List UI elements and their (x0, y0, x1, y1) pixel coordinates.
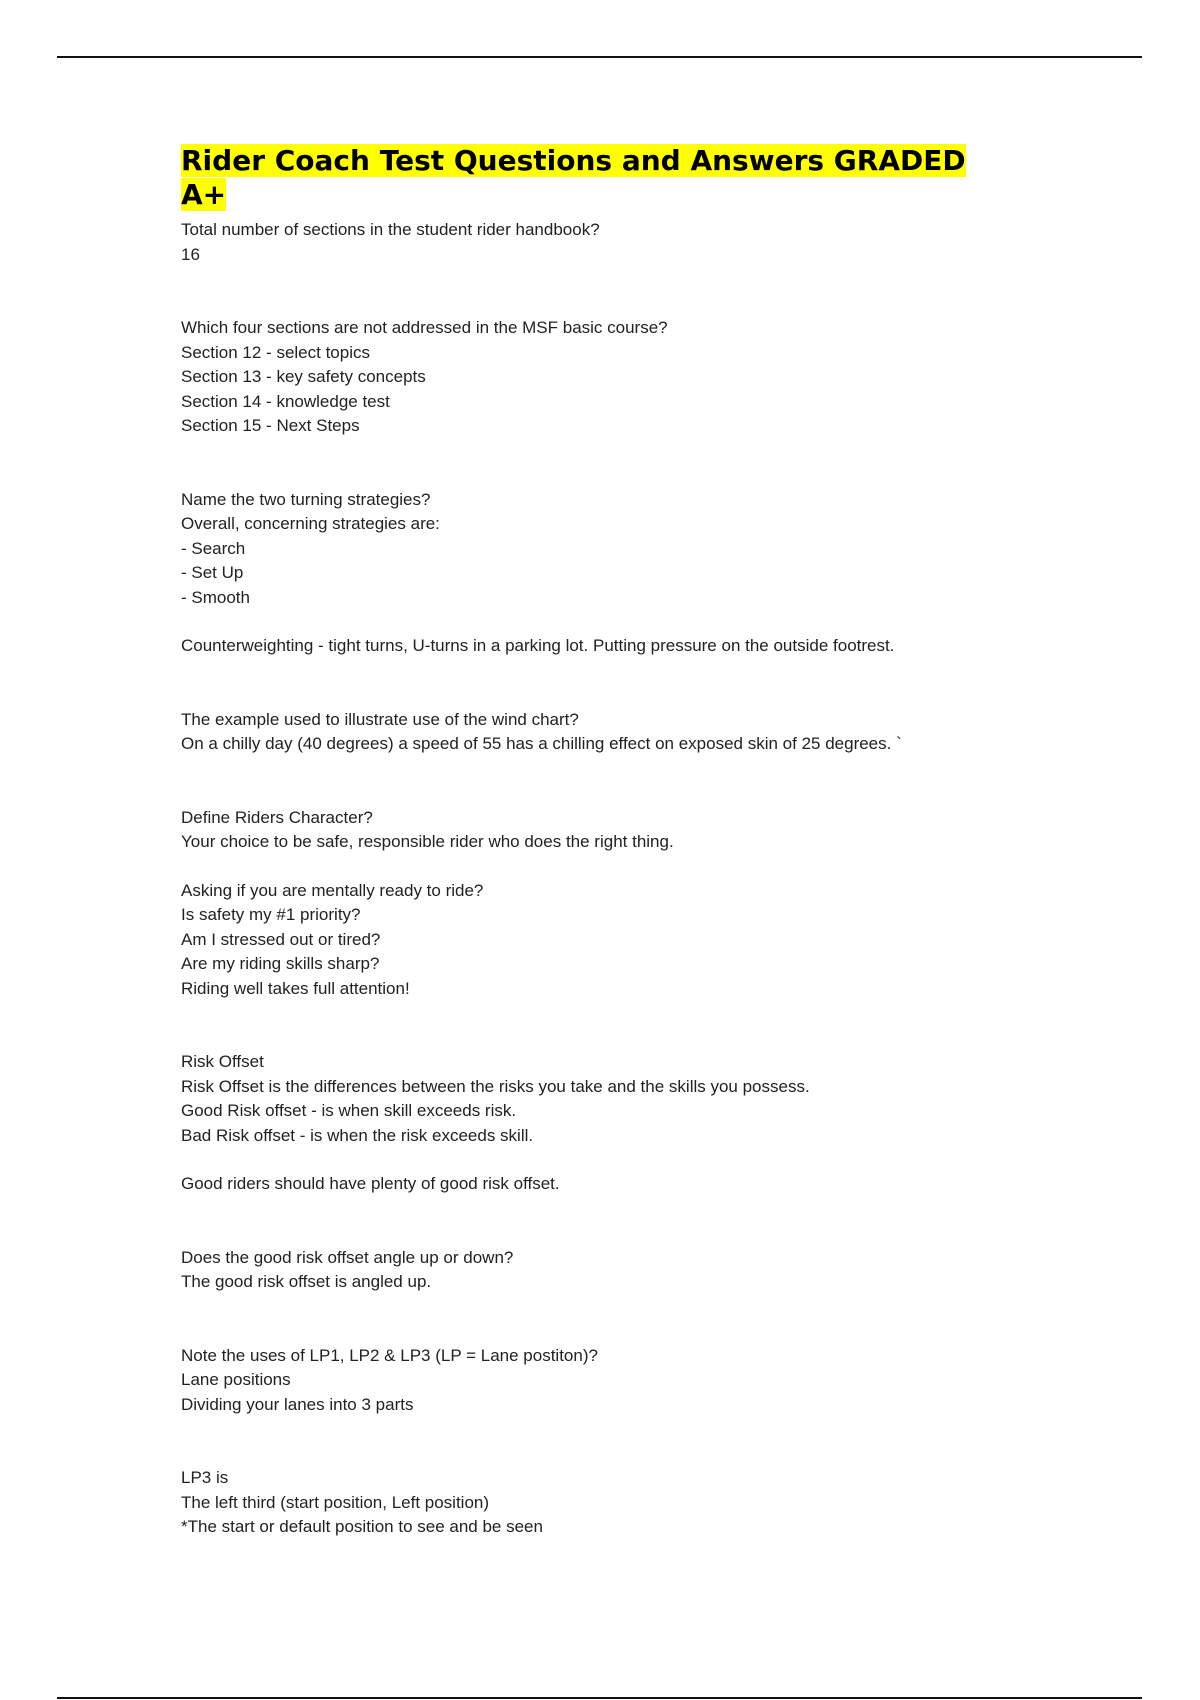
answer-text: Risk Offset is the differences between the risks you take and the skills you possess. (181, 1076, 810, 1096)
question-text: LP3 is (181, 1468, 229, 1487)
answer-text: Good Risk offset - is when skill exceeds risk. (181, 1101, 517, 1120)
header-rule (57, 56, 1142, 58)
qa-turning-strategies (181, 488, 1041, 611)
answer-text: - Set Up (181, 563, 244, 582)
question-text: Name the two turning strategies? (181, 489, 431, 509)
qa-lp3 (181, 1466, 1041, 1540)
answer-text: Overall, concerning strategies are: (181, 514, 440, 533)
qa-sections-count (181, 218, 1041, 267)
qa-angle (181, 1246, 1041, 1295)
answer-text: Section 12 - select topics (181, 342, 370, 362)
title-line-2: A+ (181, 178, 227, 211)
question-text: Asking if you are mentally ready to ride? (181, 880, 484, 900)
answer-text: Dividing your lanes into 3 parts (181, 1394, 414, 1414)
answer-text: Riding well takes full attention! (181, 978, 410, 998)
question-text: Risk Offset (181, 1052, 264, 1071)
answer-text: Bad Risk offset - is when the risk exceeds skill. (181, 1125, 534, 1145)
answer-text: The good risk offset is angled up. (181, 1272, 432, 1291)
answer-text: The left third (start position, Left position) (181, 1492, 490, 1512)
question-text: Define Riders Character? (181, 807, 373, 827)
question-text: Total number of sections in the student rider handbook? (181, 220, 600, 239)
document-body (181, 144, 1041, 1540)
answer-text: On a chilly day (40 degrees) a speed of 55 has a chilling effect on exposed skin of 25 degrees. ` (181, 734, 902, 753)
qa-riders-character (181, 806, 1041, 855)
question-text: Does the good risk offset angle up or down? (181, 1247, 514, 1267)
qa-risk-offset (181, 1050, 1041, 1148)
qa-good-riders (181, 1172, 1041, 1197)
answer-text: Section 13 - key safety concepts (181, 367, 426, 386)
qa-four-sections (181, 316, 1041, 439)
answer-text: Counterweighting - tight turns, U-turns in a parking lot. Putting pressure on the outside footrest. (181, 636, 895, 655)
question-text: Which four sections are not addressed in the MSF basic course? (181, 318, 668, 337)
qa-counterweighting (181, 634, 1041, 659)
question-text: Note the uses of LP1, LP2 & LP3 (LP = Lane postiton)? (181, 1345, 598, 1365)
question-text: The example used to illustrate use of the wind chart? (181, 709, 579, 729)
answer-text: *The start or default position to see and be seen (181, 1517, 543, 1536)
answer-text: Am I stressed out or tired? (181, 929, 381, 949)
title-line-1: Rider Coach Test Questions and Answers GRADED (181, 144, 966, 177)
qa-wind-chart (181, 708, 1041, 757)
answer-text: Is safety my #1 priority? (181, 905, 361, 924)
answer-text: Good riders should have plenty of good risk offset. (181, 1174, 560, 1193)
answer-text: Section 14 - knowledge test (181, 391, 390, 411)
answer-text: - Search (181, 538, 246, 558)
answer-text: 16 (181, 244, 200, 264)
document-title (181, 144, 1041, 212)
answer-text: Section 15 - Next Steps (181, 416, 360, 435)
qa-mentally-ready (181, 879, 1041, 1002)
qa-lane-positions (181, 1344, 1041, 1418)
footer-rule (57, 1697, 1142, 1699)
answer-text: Are my riding skills sharp? (181, 954, 380, 973)
answer-text: Lane positions (181, 1370, 291, 1389)
answer-text: Your choice to be safe, responsible rider who does the right thing. (181, 832, 674, 851)
answer-text: - Smooth (181, 587, 250, 607)
